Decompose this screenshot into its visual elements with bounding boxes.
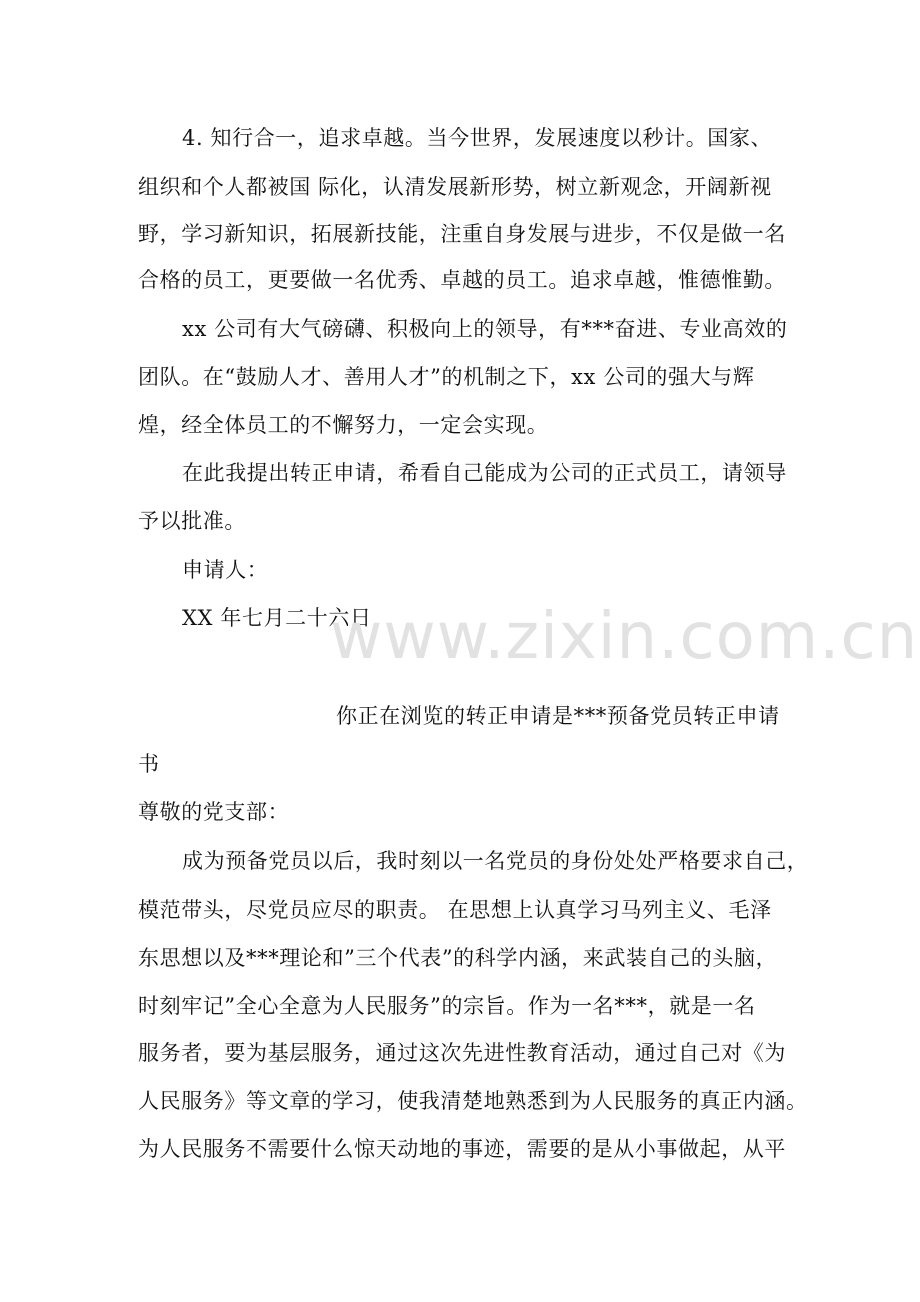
paragraph-line: 时刻牢记”全心全意为人民服务”的宗旨。作为一名***，就是一名 [138, 994, 756, 1018]
paragraph-line: 为人民服务不需要什么惊天动地的事迹，需要的是从小事做起，从平 [138, 1137, 786, 1161]
paragraph-line: 模范带头，尽党员应尽的职责。 在思想上认真学习马列主义、毛泽 [138, 898, 772, 922]
paragraph-line: 煌，经全体员工的不懈努力，一定会实现。 [138, 413, 549, 437]
paragraph-line: 4. 知行合一，追求卓越。当今世界，发展速度以秒计。国家、 [182, 126, 773, 150]
paragraph-line: xx 公司有大气磅礴、积极向上的领导，有***奋进、专业高效的 [182, 317, 788, 341]
applicant-label: 申请人： [182, 558, 269, 582]
paragraph-line: 服务者，要为基层服务，通过这次先进性教育活动，通过自己对《为 [138, 1041, 786, 1065]
watermark: www.zixin.com.cn [330, 600, 919, 674]
date-line: XX 年七月二十六日 [182, 606, 372, 630]
paragraph-line: 合格的员工，更要做一名优秀、卓越的员工。追求卓越，惟德惟勤。 [138, 268, 786, 292]
paragraph-line: 人民服务》等文章的学习，使我清楚地熟悉到为人民服务的真正内涵。 [138, 1089, 808, 1113]
paragraph-line: 组织和个人都被国 际化，认清发展新形势，树立新观念，开阔新视 [138, 175, 772, 199]
paragraph-line: 东思想以及***理论和”三个代表”的科学内涵，来武装自己的头脑， [138, 946, 778, 970]
paragraph-line: 予以批准。 [138, 509, 246, 533]
salutation: 尊敬的党支部： [138, 800, 290, 824]
paragraph-line: 成为预备党员以后，我时刻以一名党员的身份处处严格要求自己， [182, 849, 809, 873]
browsing-notice-tail: 书 [138, 752, 160, 776]
paragraph-line: 团队。在“鼓励人才、善用人才”的机制之下，xx 公司的强大与辉 [138, 365, 755, 389]
paragraph-line: 野，学习新知识，拓展新技能，注重自身发展与进步，不仅是做一名 [138, 222, 786, 246]
paragraph-line: 在此我提出转正申请，希看自己能成为公司的正式员工，请领导 [182, 461, 787, 485]
browsing-notice: 你正在浏览的转正申请是***预备党员转正申请 [336, 704, 780, 728]
